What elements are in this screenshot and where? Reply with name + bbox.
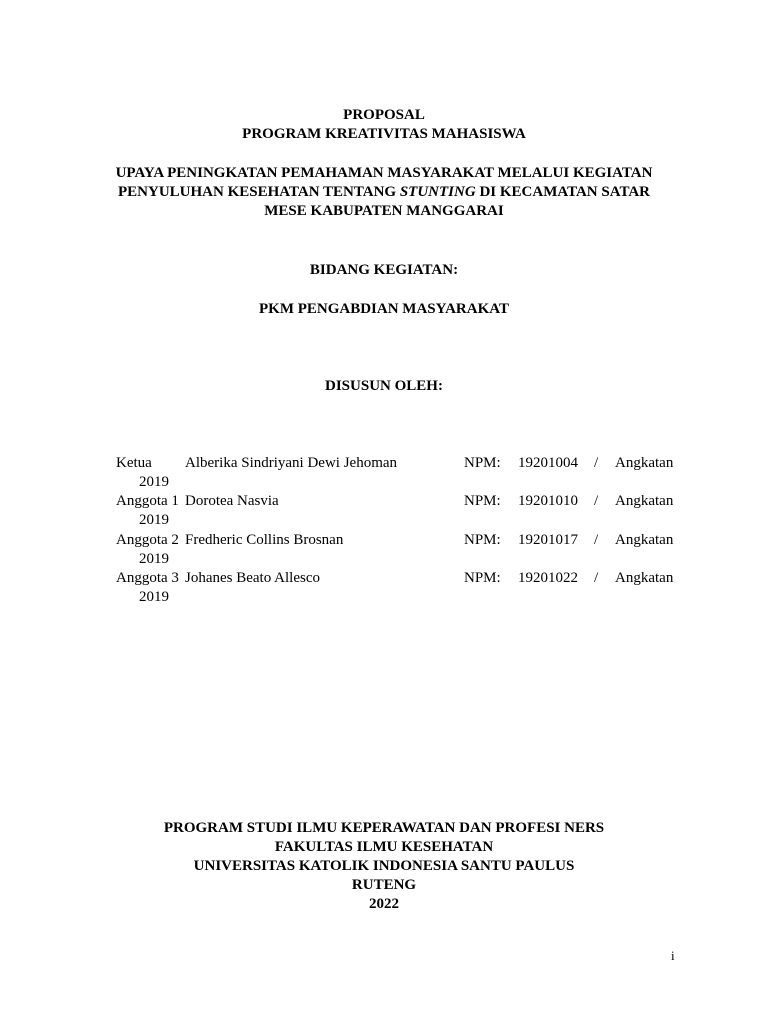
npm-separator: / — [594, 455, 599, 471]
study-program: PROGRAM STUDI ILMU KEPERAWATAN DAN PROFESI NERS — [163, 820, 605, 836]
npm-separator: / — [594, 493, 599, 509]
member-role: Anggota 3 — [116, 570, 179, 586]
member-name: Fredheric Collins Brosnan — [185, 532, 344, 548]
member-row-anggota-1 — [0, 492, 768, 532]
npm-label: NPM: — [464, 455, 501, 471]
npm-separator: / — [594, 532, 599, 548]
authors-heading: DISUSUN OLEH: — [325, 378, 443, 394]
member-name: Johanes Beato Allesco — [185, 570, 320, 586]
title-stunting-italic: STUNTING — [399, 184, 476, 200]
bidang-label: BIDANG KEGIATAN: — [309, 262, 459, 278]
npm-label: NPM: — [464, 532, 501, 548]
member-row-anggota-3 — [0, 569, 768, 609]
angkatan-year: 2019 — [139, 512, 169, 528]
npm-label: NPM: — [464, 570, 501, 586]
angkatan-label: Angkatan — [615, 493, 674, 509]
npm-number: 19201017 — [518, 532, 578, 548]
npm-number: 19201004 — [518, 455, 578, 471]
city-name: RUTENG — [351, 877, 417, 893]
member-name: Dorotea Nasvia — [185, 493, 279, 509]
angkatan-label: Angkatan — [615, 570, 674, 586]
bidang-value: PKM PENGABDIAN MASYARAKAT — [258, 301, 509, 317]
member-role: Ketua — [116, 455, 152, 471]
title-line-3: MESE KABUPATEN MANGGARAI — [264, 203, 504, 219]
proposal-label: PROPOSAL — [343, 107, 425, 123]
member-role: Anggota 1 — [116, 493, 179, 509]
university-name: UNIVERSITAS KATOLIK INDONESIA SANTU PAULUS — [193, 858, 575, 874]
page-number: i — [671, 948, 675, 963]
faculty-name: FAKULTAS ILMU KESEHATAN — [274, 839, 494, 855]
member-name: Alberika Sindriyani Dewi Jehoman — [185, 455, 398, 471]
angkatan-year: 2019 — [139, 551, 169, 567]
angkatan-year: 2019 — [139, 589, 169, 605]
title-line-2-start: PENYULUHAN KESEHATAN TENTANG — [118, 184, 400, 200]
angkatan-label: Angkatan — [615, 532, 674, 548]
title-line-1: UPAYA PENINGKATAN PEMAHAMAN MASYARAKAT MELALUI KEGIATAN — [115, 165, 653, 181]
angkatan-year: 2019 — [139, 474, 169, 490]
publication-year: 2022 — [369, 896, 399, 912]
member-row-anggota-2 — [0, 531, 768, 571]
npm-separator: / — [594, 570, 599, 586]
npm-number: 19201010 — [518, 493, 578, 509]
angkatan-label: Angkatan — [615, 455, 674, 471]
title-line-2-end: DI KECAMATAN SATAR — [475, 184, 650, 200]
npm-label: NPM: — [464, 493, 501, 509]
npm-number: 19201022 — [518, 570, 578, 586]
program-name: PROGRAM KREATIVITAS MAHASISWA — [242, 126, 526, 142]
member-role: Anggota 2 — [116, 532, 179, 548]
member-row-ketua — [0, 454, 768, 494]
title-line-2 — [0, 183, 768, 202]
